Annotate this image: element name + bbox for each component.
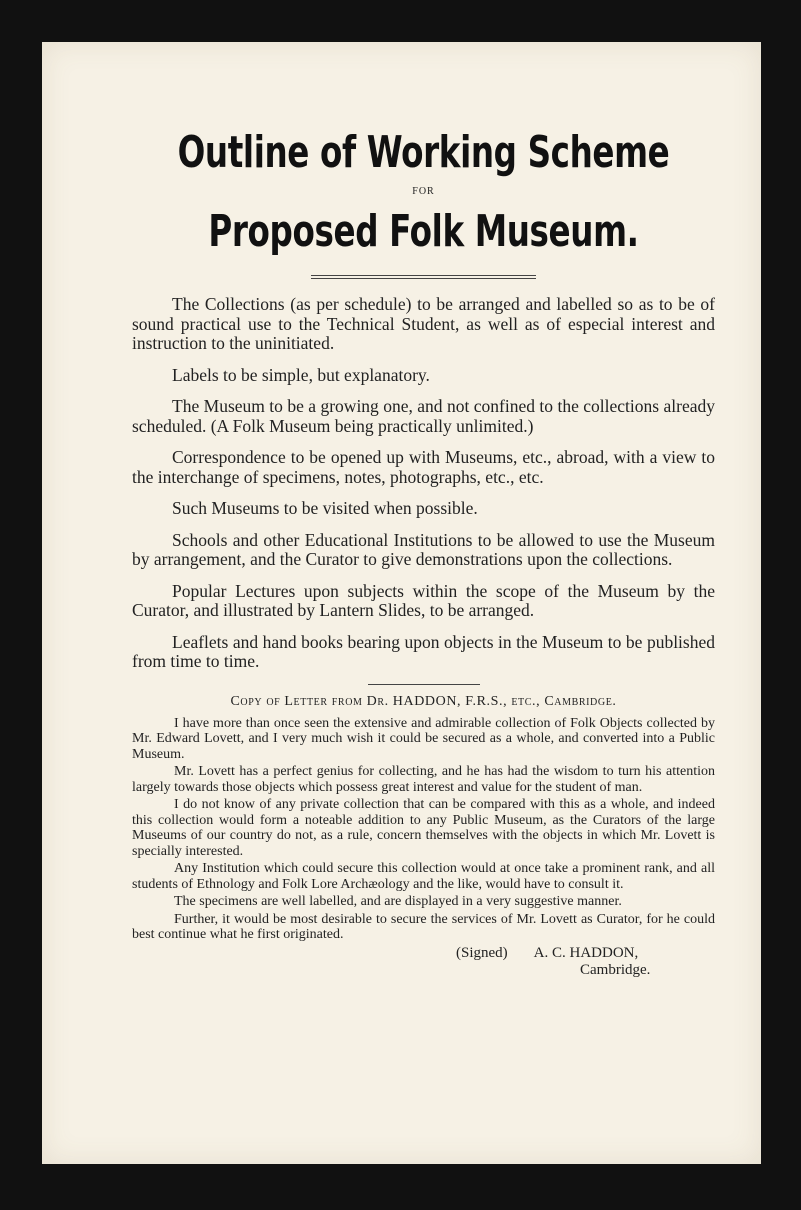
- title-line-2: FOR: [412, 186, 435, 197]
- paragraph: The Museum to be a growing one, and not confined to the collections already scheduled. (A Folk Museum being practically unlimited.): [132, 396, 715, 436]
- paragraph: Correspondence to be opened up with Museums, etc., abroad, with a view to the interchange of specimens, notes, photographs, etc., etc.: [132, 447, 715, 487]
- letter-paragraph: The specimens are well labelled, and are displayed in a very suggestive manner.: [174, 894, 622, 909]
- signed-label: (Signed): [456, 944, 508, 961]
- paragraph: Leaflets and hand books bearing upon objects in the Museum to be published from time to time.: [132, 631, 715, 671]
- signature-place: Cambridge.: [580, 961, 651, 978]
- paragraph: Such Museums to be visited when possible.: [172, 498, 478, 518]
- letter-paragraph: Mr. Lovett has a perfect genius for collecting, and he has had the wisdom to turn his attention largely towards those objects which possess great interest and value for the student of man.: [132, 764, 715, 795]
- section-divider: [368, 684, 480, 685]
- title-line-1: Outline of Working Scheme: [177, 127, 670, 178]
- signature-name: A. C. HADDON,: [533, 944, 639, 961]
- letter-paragraph: I do not know of any private collection that can be compared with this as a whole, and indeed this collection would form a noteable addition to any Public Museum, as the Curators of the large Museums of our country do not, as a rule, concern themselves with the objects in which Mr. Lovett is specially interested.: [132, 797, 715, 859]
- letter-heading: Copy of Letter from Dr. HADDON, F.R.S., etc., Cambridge.: [230, 693, 617, 709]
- title-line-3: Proposed Folk Museum.: [208, 206, 639, 257]
- document-content: [132, 128, 715, 979]
- letter-paragraph: Further, it would be most desirable to secure the services of Mr. Lovett as Curator, for he could best continue what he first originated.: [132, 911, 715, 942]
- document-page: [42, 42, 761, 1164]
- letter-paragraph: I have more than once seen the extensive and admirable collection of Folk Objects collected by Mr. Edward Lovett, and I very much wish it could be secured as a whole, and converted into a Public Museum.: [132, 715, 715, 762]
- paragraph: Popular Lectures upon subjects within the scope of the Museum by the Curator, and illustrated by Lantern Slides, to be arranged.: [132, 580, 715, 620]
- letter-paragraph: Any Institution which could secure this collection would at once take a prominent rank, and all students of Ethnology and Folk Lore Archæology and the like, would have to consult it.: [132, 861, 715, 892]
- paragraph: Labels to be simple, but explanatory.: [172, 364, 430, 385]
- paragraph: The Collections (as per schedule) to be arranged and labelled so as to be of sound practical use to the Technical Student, as well as of especial interest and instruction to the uninitiated.: [132, 294, 715, 353]
- title-divider: [311, 275, 536, 279]
- paragraph: Schools and other Educational Institutions to be allowed to use the Museum by arrangement, and the Curator to give demonstrations upon the collections.: [132, 529, 715, 569]
- signature-line: [132, 945, 715, 962]
